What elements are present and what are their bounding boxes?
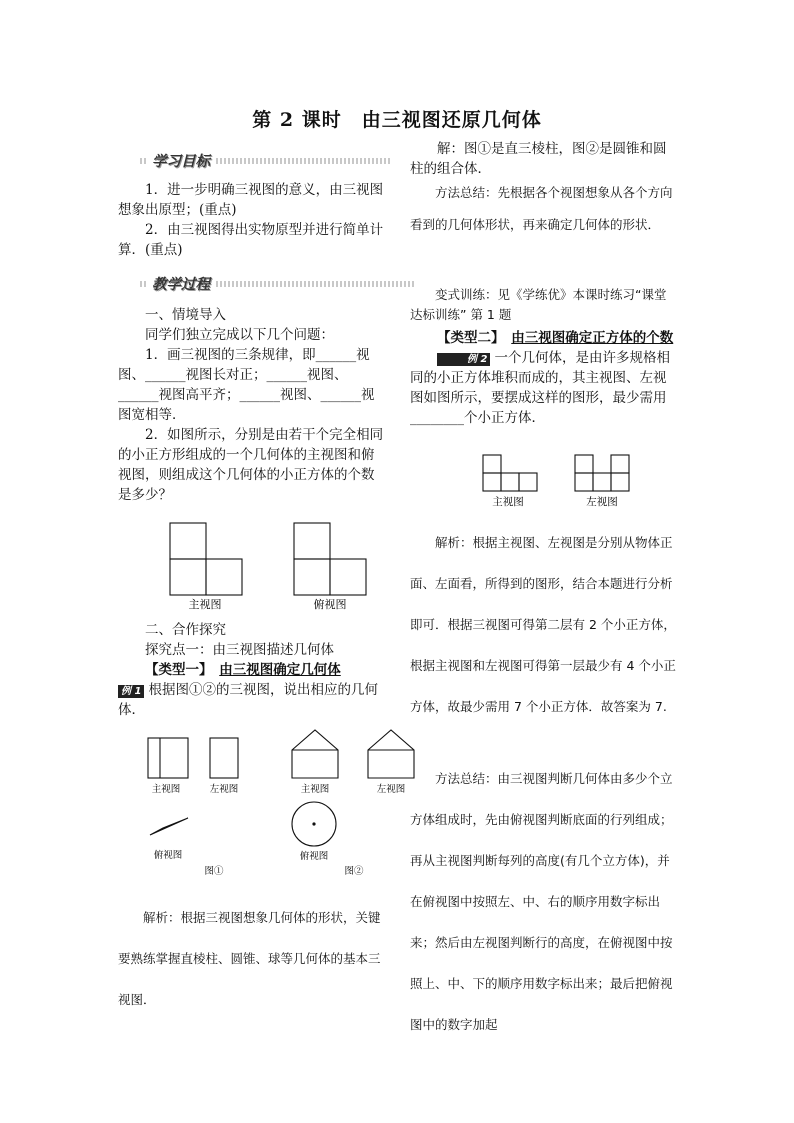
analysis-text: 解析：根据主视图、左视图是分别从物体正面、左面看，所得到的图形，结合本题进行分析即可．根据三视图可得第二层有 2 个小正方体，根据主视图和左视图可得第一层最少有 4 个小正方体，故最少需用 7 个小正方体．故答案为 7.	[410, 535, 676, 714]
figure-views-1	[160, 515, 380, 615]
square	[611, 473, 629, 491]
answer-1: 解：图①是直三棱柱，图②是圆锥和圆柱的组合体．	[410, 141, 667, 177]
caption-top-view: 俯视图	[299, 851, 329, 862]
banner-label: 学习目标	[146, 150, 216, 171]
caption-front-view: 主视图	[492, 496, 524, 508]
square	[294, 559, 330, 595]
analysis-1	[118, 897, 388, 1020]
square	[575, 455, 593, 473]
caption-front-view: 主视图	[300, 784, 330, 795]
square	[593, 473, 611, 491]
analysis-2	[410, 522, 678, 727]
top-view-triangle	[150, 818, 188, 835]
section-banner-goals	[140, 150, 392, 170]
method-text: 方法总结：先根据各个视图想象从各个方向看到的几何体形状，再来确定几何体的形状．	[410, 185, 673, 232]
explore-block	[118, 620, 384, 720]
banner-label: 教学过程	[146, 273, 216, 294]
square	[483, 473, 501, 491]
method-text: 方法总结：由三视图判断几何体由多少个立方体组成时，先由俯视图判断底面的行列组成；再从主视图判断每列的高度(有几个立方体)，并在俯视图中按照左、中、右的顺序用数字标出来；然后由左视图判断行的高度，在俯视图中按照上、中、下的顺序用数字标出来；最后把俯视图中的数字加起	[410, 771, 673, 1032]
square	[483, 455, 501, 473]
type-heading	[118, 660, 384, 680]
caption-front-view: 主视图	[188, 598, 222, 611]
square	[611, 455, 629, 473]
practice-text: 变式训练：见《学练优》本课时练习“课堂达标训练” 第 1 题	[410, 287, 667, 322]
answer-block	[410, 139, 676, 179]
figure-caption: 图②	[344, 866, 364, 877]
square	[519, 473, 537, 491]
left-view-rect	[210, 738, 238, 778]
caption-left-view: 左视图	[209, 784, 239, 795]
intro-block	[118, 305, 384, 505]
example-1	[118, 680, 384, 720]
example-badge: 例 2	[437, 353, 490, 366]
figure-views-2	[138, 720, 428, 885]
square	[330, 559, 366, 595]
left-view-house	[368, 730, 414, 778]
goal-2: 2．由三视图得出实物原型并进行简单计算．(重点)	[118, 222, 384, 258]
question-1: 1．画三视图的三条规律，即______视图、______视图长对正；______视图、______视图高平齐；______视图、______视图宽相等．	[118, 347, 375, 423]
section-heading: 二、合作探究	[145, 622, 226, 638]
caption-top-view: 俯视图	[313, 598, 347, 611]
caption-top-view: 俯视图	[153, 850, 183, 861]
square	[206, 559, 242, 595]
method-1	[410, 177, 678, 241]
square	[294, 523, 330, 559]
center-dot	[312, 822, 315, 825]
front-view-house	[292, 730, 338, 778]
analysis-text: 解析：根据三视图想象几何体的形状，关键要熟练掌握直棱柱、圆锥、球等几何体的基本三视图．	[118, 910, 381, 1007]
type-bracket: 【类型一】	[145, 662, 206, 678]
type-heading	[410, 328, 678, 348]
caption-left-view: 左视图	[376, 784, 406, 795]
goal-1: 1．进一步明确三视图的意义，由三视图想象出原型；(重点)	[118, 182, 384, 218]
explore-point: 探究点一：由三视图描述几何体	[145, 642, 334, 658]
square	[575, 473, 593, 491]
section-heading: 一、情境导入	[145, 307, 226, 323]
page-title: 第 2 课时 由三视图还原几何体	[252, 109, 542, 131]
square	[501, 473, 519, 491]
section-banner-process	[140, 273, 416, 293]
type-title: 由三视图确定正方体的个数	[511, 330, 674, 346]
figure-caption: 图①	[204, 866, 224, 877]
example-text: 根据图①②的三视图，说出相应的几何体．	[118, 682, 378, 718]
square	[170, 559, 206, 595]
figure-views-3	[475, 450, 645, 512]
example-badge: 例 1	[118, 685, 144, 698]
question-2: 2．如图所示，分别是由若干个完全相同的小正方形组成的一个几何体的主视图和俯视图，则组成这个几何体的小正方体的个数是多少？	[118, 427, 384, 503]
type2-block	[410, 328, 678, 428]
example-2	[410, 348, 678, 428]
method-2	[410, 758, 678, 1048]
front-view-rect	[148, 738, 188, 778]
goals-block	[118, 180, 384, 260]
practice-block	[410, 285, 678, 325]
caption-left-view: 左视图	[586, 496, 618, 508]
type-bracket: 【类型二】	[437, 330, 498, 346]
type-title: 由三视图确定几何体	[219, 662, 341, 678]
example-text: 一个几何体，是由许多规格相同的小正方体堆积而成的，其主视图、左视图如图所示，要摆成这样的图形，最少需用________个小正方体．	[410, 350, 670, 426]
square	[170, 523, 206, 559]
caption-front-view: 主视图	[151, 784, 181, 795]
paragraph: 同学们独立完成以下几个问题：	[145, 327, 334, 343]
